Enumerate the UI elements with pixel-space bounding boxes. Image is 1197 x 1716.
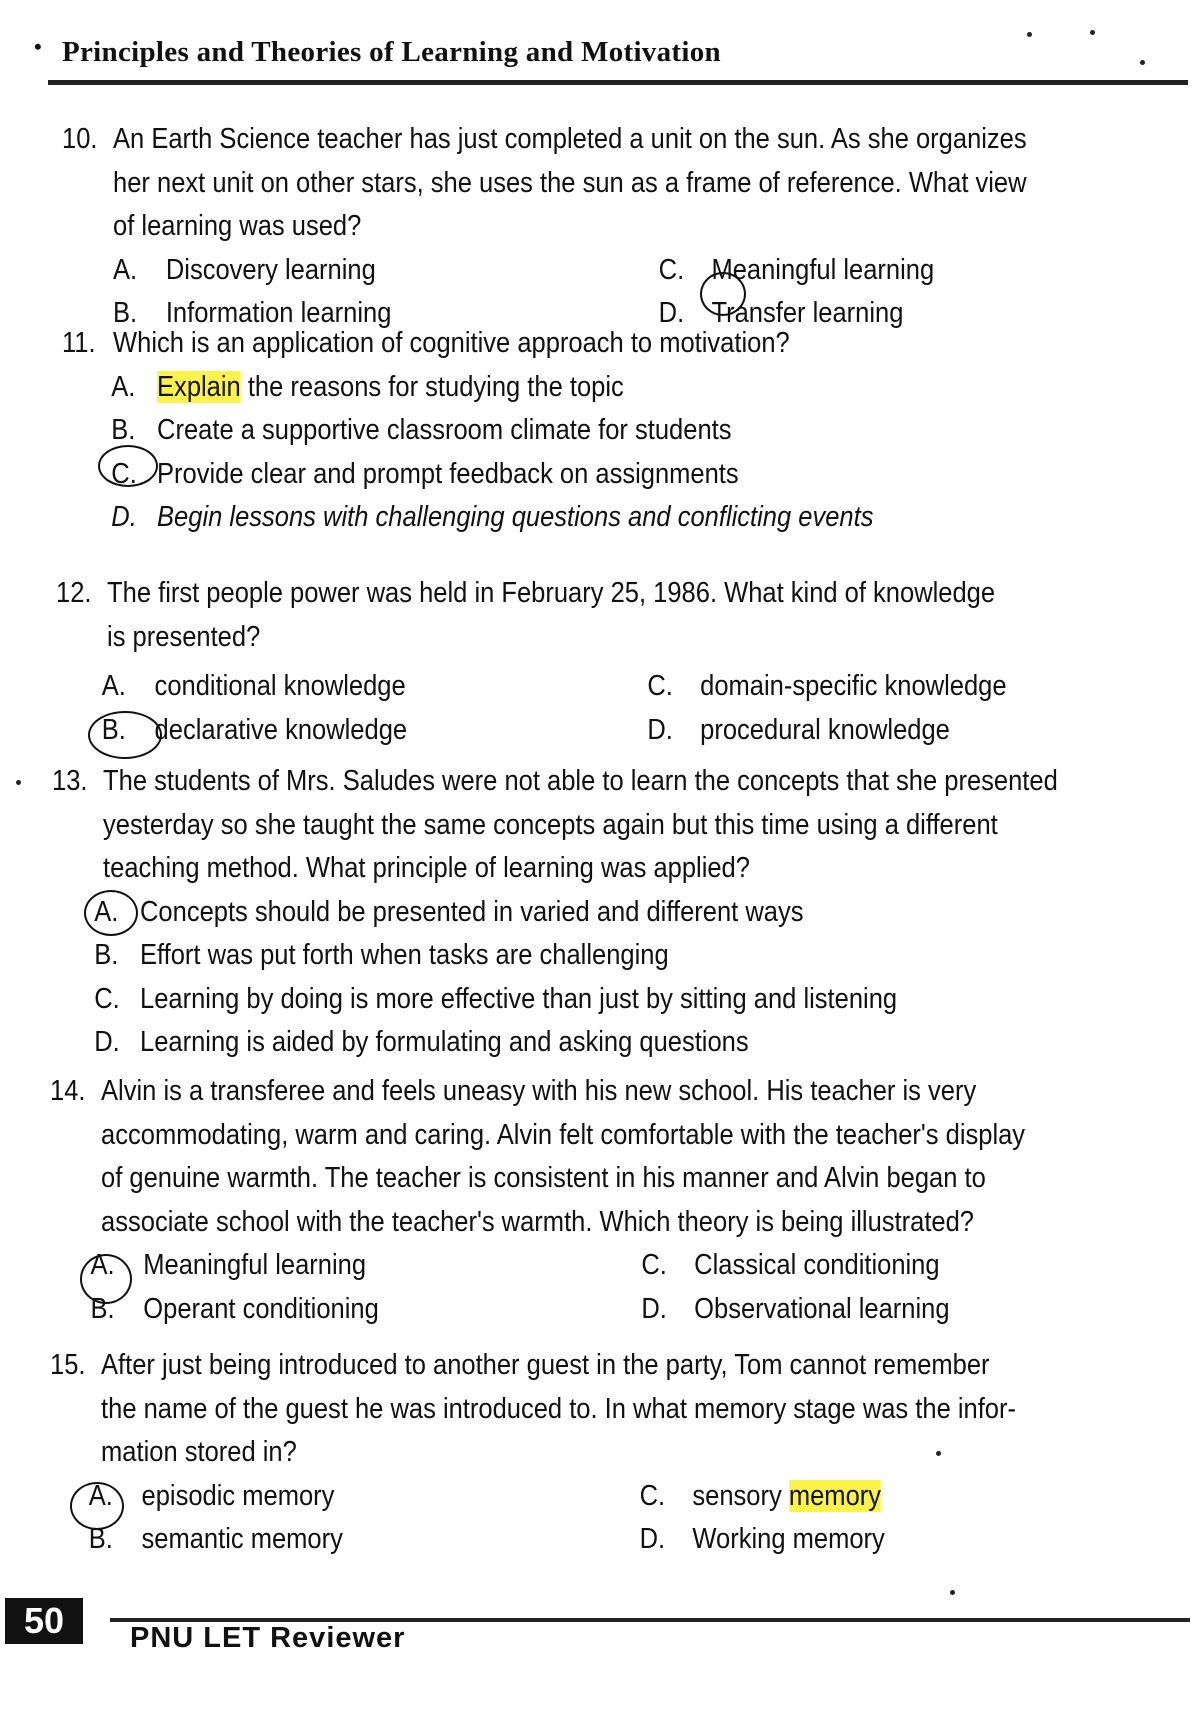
option-row	[89, 1475, 1124, 1519]
option-text: Operant conditioning	[143, 1292, 379, 1325]
option-letter: A.	[111, 370, 136, 403]
option-text: procedural knowledge	[700, 713, 950, 746]
option-list	[111, 366, 1127, 540]
option-d	[647, 709, 950, 753]
option-letter: D.	[641, 1292, 667, 1325]
option-c	[641, 1244, 939, 1288]
bullet-icon: •	[34, 34, 43, 59]
scan-speck	[936, 1451, 941, 1456]
option-letter: C.	[658, 253, 685, 286]
option-letter: D.	[94, 1026, 120, 1058]
option-text: the reasons for studying the topic	[240, 370, 624, 403]
option-c	[647, 665, 1006, 709]
option-a	[89, 1475, 335, 1519]
option-letter: D.	[639, 1523, 666, 1555]
stem-line: the name of the guest he was introduced to. In what memory stage was the infor-	[101, 1392, 1017, 1425]
running-header-text: Principles and Theories of Learning and Motivation	[62, 36, 721, 68]
option-letter: C.	[641, 1249, 667, 1281]
question-stem	[107, 572, 1121, 659]
option-letter: A.	[88, 1479, 113, 1512]
option-letter: B.	[101, 713, 126, 746]
question-10	[62, 118, 1127, 336]
scan-speck	[1140, 60, 1145, 65]
option-d	[111, 496, 1127, 540]
option-row	[113, 249, 1127, 293]
option-c	[111, 453, 1127, 497]
question-number: 10.	[62, 123, 98, 155]
option-text: Meaningful learning	[711, 253, 935, 286]
option-list	[89, 1475, 1124, 1562]
option-text: Effort was put forth when tasks are challenging	[140, 939, 669, 971]
stem-line: accommodating, warm and caring. Alvin felt comfortable with the teacher's display	[101, 1118, 1026, 1151]
option-letter: C.	[111, 457, 137, 490]
option-b	[111, 409, 1127, 453]
option-a	[90, 1244, 366, 1288]
stem-line: mation stored in?	[101, 1436, 297, 1468]
option-letter: B.	[113, 297, 138, 329]
question-12	[56, 572, 1121, 752]
option-list	[94, 891, 1121, 1065]
question-number: 13.	[52, 765, 88, 797]
option-text: declarative knowledge	[154, 713, 408, 746]
option-d	[640, 1518, 885, 1562]
option-letter: A.	[113, 253, 138, 286]
question-11	[62, 322, 1127, 540]
option-letter: A.	[101, 670, 126, 702]
highlighted-text: Explain	[157, 370, 241, 403]
stem-line: of genuine warmth. The teacher is consistent in his manner and Alvin began to	[101, 1162, 986, 1194]
option-text: Provide clear and prompt feedback on assignments	[157, 457, 739, 490]
option-d	[641, 1288, 949, 1332]
stem-line: After just being introduced to another guest in the party, Tom cannot remember	[101, 1349, 990, 1381]
stem-line: Alvin is a transferee and feels uneasy with his new school. His teacher is very	[101, 1075, 977, 1107]
option-letter: A.	[90, 1249, 115, 1281]
option-letter: C.	[647, 670, 673, 702]
option-letter: D.	[647, 713, 673, 746]
question-stem	[101, 1344, 1124, 1475]
stem-line: An Earth Science teacher has just completed a unit on the sun. As she organizes	[113, 123, 1027, 155]
option-letter: C.	[639, 1479, 666, 1512]
stem-line: Which is an application of cognitive approach to motivation?	[113, 327, 790, 359]
stem-line: The first people power was held in February 25, 1986. What kind of knowledge	[107, 577, 996, 609]
question-number: 14.	[50, 1075, 86, 1107]
option-letter: D.	[111, 501, 137, 533]
option-list	[102, 665, 1121, 752]
option-row	[102, 665, 1121, 709]
question-stem	[113, 322, 1127, 366]
option-c	[94, 978, 1121, 1022]
option-text: semantic memory	[141, 1523, 343, 1555]
option-letter: C.	[94, 982, 120, 1015]
option-b	[94, 934, 1121, 978]
scan-speck	[1090, 30, 1095, 35]
option-letter: A.	[94, 895, 119, 928]
option-text: Information learning	[165, 297, 392, 329]
stem-line: The students of Mrs. Saludes were not able to learn the concepts that she presented	[103, 765, 1058, 797]
option-letter: B.	[94, 939, 119, 971]
scan-speck	[16, 780, 21, 785]
option-letter: B.	[90, 1292, 115, 1325]
question-number: 15.	[50, 1349, 86, 1381]
scan-speck	[950, 1590, 955, 1595]
option-text: Working memory	[692, 1523, 885, 1555]
option-text: conditional knowledge	[154, 670, 406, 702]
option-text: Transfer learning	[711, 297, 904, 329]
header-rule	[48, 80, 1188, 85]
stem-line: teaching method. What principle of learning was applied?	[103, 852, 750, 884]
option-text: Observational learning	[694, 1292, 950, 1325]
option-b	[90, 1288, 378, 1332]
stem-line: of learning was used?	[113, 210, 362, 242]
stem-line: is presented?	[107, 620, 261, 653]
page-number: 50	[5, 1598, 83, 1644]
option-text: Create a supportive classroom climate for students	[157, 414, 732, 446]
question-15	[50, 1344, 1124, 1562]
footer-label: PNU LET Reviewer	[130, 1622, 406, 1654]
option-text: Learning by doing is more effective than just by sitting and listening	[140, 982, 898, 1015]
option-text: Classical conditioning	[694, 1249, 940, 1281]
option-list	[90, 1244, 1123, 1331]
option-a	[113, 249, 376, 293]
option-letter: B.	[88, 1523, 113, 1555]
running-header	[34, 34, 721, 69]
option-text: episodic memory	[141, 1479, 335, 1512]
highlighted-text: memory	[788, 1479, 882, 1512]
stem-line: yesterday so she taught the same concepts again but this time using a different	[103, 808, 998, 841]
option-b	[89, 1518, 343, 1562]
option-text: Begin lessons with challenging questions and conflicting events	[157, 501, 874, 533]
option-c	[640, 1475, 881, 1519]
question-stem	[101, 1070, 1124, 1244]
option-text: Meaningful learning	[143, 1249, 367, 1281]
question-stem	[113, 118, 1127, 249]
option-row	[90, 1288, 1123, 1332]
option-text: Discovery learning	[165, 253, 376, 286]
stem-line: associate school with the teacher's warmth. Which theory is being illustrated?	[101, 1205, 975, 1238]
question-stem	[103, 760, 1121, 891]
option-letter: B.	[111, 414, 136, 446]
option-c	[659, 249, 935, 293]
option-d	[94, 1021, 1121, 1065]
question-14	[50, 1070, 1124, 1331]
option-letter: D.	[658, 297, 685, 329]
option-text: sensory	[692, 1479, 789, 1512]
option-a	[102, 665, 406, 709]
question-number: 11.	[62, 327, 96, 359]
option-text: Concepts should be presented in varied and different ways	[140, 895, 804, 928]
option-a	[111, 366, 1127, 410]
option-row	[90, 1244, 1123, 1288]
option-b	[102, 709, 407, 753]
scan-speck	[1027, 32, 1032, 37]
option-text: Learning is aided by formulating and asking questions	[140, 1026, 749, 1058]
option-row	[102, 709, 1121, 753]
option-text: domain-specific knowledge	[700, 670, 1007, 702]
option-a	[94, 891, 1121, 935]
option-row	[89, 1518, 1124, 1562]
question-13	[52, 760, 1121, 1065]
stem-line: her next unit on other stars, she uses the sun as a frame of reference. What view	[113, 166, 1027, 199]
question-number: 12.	[56, 577, 92, 609]
